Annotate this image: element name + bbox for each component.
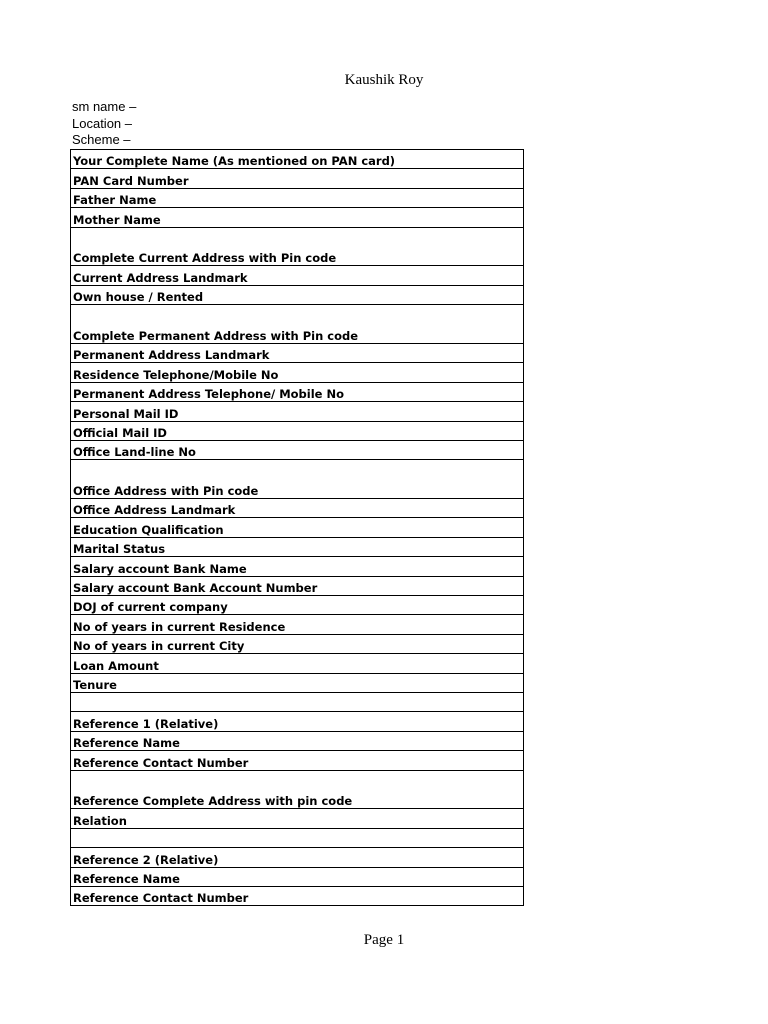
row-label: Your Complete Name (As mentioned on PAN card) bbox=[71, 150, 524, 169]
table-row bbox=[71, 150, 524, 169]
row-label: No of years in current City bbox=[71, 634, 524, 653]
row-label: Current Address Landmark bbox=[71, 266, 524, 285]
table-row bbox=[71, 809, 524, 828]
row-label: Reference Contact Number bbox=[71, 751, 524, 770]
row-label: Mother Name bbox=[71, 208, 524, 227]
table-row bbox=[71, 615, 524, 634]
table-row bbox=[71, 886, 524, 905]
table-row bbox=[71, 634, 524, 653]
row-label: Complete Current Address with Pin code bbox=[71, 227, 524, 266]
row-label: Permanent Address Landmark bbox=[71, 343, 524, 362]
table-row bbox=[71, 751, 524, 770]
table-row bbox=[71, 576, 524, 595]
row-label bbox=[71, 828, 524, 847]
applicant-details-body bbox=[71, 150, 524, 906]
applicant-details-table bbox=[70, 149, 524, 906]
row-label: Marital Status bbox=[71, 537, 524, 556]
row-label: Salary account Bank Name bbox=[71, 557, 524, 576]
table-row bbox=[71, 363, 524, 382]
row-label: PAN Card Number bbox=[71, 169, 524, 188]
pre-lines bbox=[72, 99, 136, 149]
row-label: DOJ of current company bbox=[71, 596, 524, 615]
row-label: Relation bbox=[71, 809, 524, 828]
table-row bbox=[71, 596, 524, 615]
row-label: Office Address with Pin code bbox=[71, 460, 524, 499]
table-row bbox=[71, 848, 524, 867]
row-label: Reference 2 (Relative) bbox=[71, 848, 524, 867]
row-label: Complete Permanent Address with Pin code bbox=[71, 305, 524, 344]
table-row bbox=[71, 382, 524, 401]
row-label: Reference Name bbox=[71, 731, 524, 750]
row-label: Reference Contact Number bbox=[71, 886, 524, 905]
row-label: Reference Complete Address with pin code bbox=[71, 770, 524, 809]
table-row bbox=[71, 557, 524, 576]
table-row bbox=[71, 227, 524, 266]
row-label: Salary account Bank Account Number bbox=[71, 576, 524, 595]
row-label: No of years in current Residence bbox=[71, 615, 524, 634]
table-row bbox=[71, 518, 524, 537]
row-label: Tenure bbox=[71, 673, 524, 692]
row-label: Residence Telephone/Mobile No bbox=[71, 363, 524, 382]
table-row bbox=[71, 499, 524, 518]
row-label: Father Name bbox=[71, 188, 524, 207]
table-row bbox=[71, 537, 524, 556]
table-row bbox=[71, 654, 524, 673]
table-row bbox=[71, 867, 524, 886]
table-row bbox=[71, 305, 524, 344]
table-row bbox=[71, 266, 524, 285]
table-row bbox=[71, 285, 524, 304]
table-row bbox=[71, 208, 524, 227]
row-label: Office Address Landmark bbox=[71, 499, 524, 518]
blank-table-row bbox=[71, 828, 524, 847]
row-label: Reference Name bbox=[71, 867, 524, 886]
table-row bbox=[71, 421, 524, 440]
row-label: Official Mail ID bbox=[71, 421, 524, 440]
table-row bbox=[71, 188, 524, 207]
row-label: Own house / Rented bbox=[71, 285, 524, 304]
table-row bbox=[71, 460, 524, 499]
row-label: Personal Mail ID bbox=[71, 402, 524, 421]
location-line: Location – bbox=[72, 115, 132, 131]
table-row bbox=[71, 343, 524, 362]
row-label: Reference 1 (Relative) bbox=[71, 712, 524, 731]
blank-table-row bbox=[71, 692, 524, 711]
page-number: Page 1 bbox=[363, 932, 405, 948]
table-row bbox=[71, 402, 524, 421]
row-label: Permanent Address Telephone/ Mobile No bbox=[71, 382, 524, 401]
row-label: Loan Amount bbox=[71, 654, 524, 673]
row-label bbox=[71, 692, 524, 711]
table-row bbox=[71, 770, 524, 809]
table-row bbox=[71, 712, 524, 731]
page-header-name: Kaushik Roy bbox=[344, 72, 424, 88]
row-label: Office Land-line No bbox=[71, 440, 524, 459]
sm-name-line: sm name – bbox=[72, 99, 137, 114]
table-row bbox=[71, 673, 524, 692]
table-row bbox=[71, 440, 524, 459]
table-row bbox=[71, 169, 524, 188]
row-label: Education Qualification bbox=[71, 518, 524, 537]
table-row bbox=[71, 731, 524, 750]
scheme-line: Scheme – bbox=[72, 132, 131, 147]
